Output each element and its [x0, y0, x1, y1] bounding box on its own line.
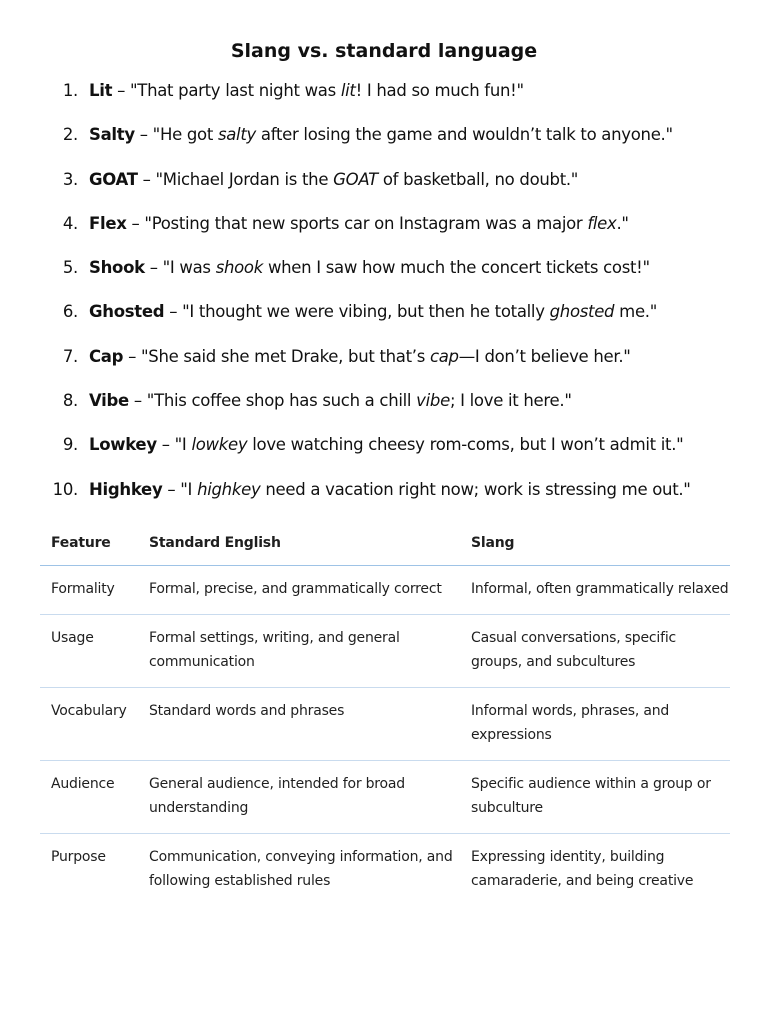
example-text: "I [180, 479, 198, 499]
item-separator: – [162, 479, 181, 499]
example-text: "This coffee shop has such a chill [146, 391, 417, 411]
item-separator: – [123, 346, 141, 366]
item-number: 10. [52, 479, 78, 499]
item-separator: – [156, 435, 175, 455]
list-item [0, 344, 768, 388]
example-emphasis: GOAT [333, 169, 378, 189]
example-text: "I thought we were vibing, but then he totally [182, 302, 550, 322]
table-row [40, 761, 730, 834]
header-standard-english: Standard English [138, 520, 460, 566]
example-text-end: of basketball, no doubt." [377, 169, 579, 189]
item-separator: – [112, 81, 131, 100]
example-emphasis: vibe [416, 391, 450, 411]
item-content [89, 255, 650, 281]
item-content [89, 388, 572, 414]
example-emphasis: salty [217, 125, 256, 145]
list-item [0, 167, 768, 211]
example-text-end: need a vacation right now; work is stressing me out." [260, 479, 691, 499]
example-text: "She said she met Drake, but that’s [141, 346, 430, 366]
slang-term: Ghosted [89, 302, 165, 322]
list-item [0, 299, 768, 343]
item-number: 3. [62, 169, 78, 189]
item-separator: – [134, 125, 153, 145]
cell-slang: Casual conversations, specific groups, and subcultures [460, 615, 730, 688]
list-item [0, 122, 768, 166]
slang-term: Flex [89, 213, 127, 233]
example-text-end: ." [616, 213, 629, 233]
cell-slang: Informal, often grammatically relaxed [460, 566, 730, 615]
list-item [0, 78, 768, 122]
example-text-end: after losing the game and wouldn’t talk to anyone." [255, 125, 673, 145]
list-item [0, 388, 768, 432]
item-number: 4. [62, 213, 78, 233]
item-content [89, 167, 578, 193]
item-number: 1. [62, 81, 78, 100]
example-text-end: —I don’t believe her." [458, 346, 631, 366]
item-content [89, 344, 631, 370]
example-text-end: ! I had so much fun!" [355, 81, 524, 100]
example-emphasis: shook [215, 258, 263, 278]
item-number: 9. [62, 435, 78, 455]
example-text: "I was [162, 258, 216, 278]
item-separator: – [128, 391, 147, 411]
list-item [0, 211, 768, 255]
example-text: "I [174, 435, 192, 455]
slang-term: GOAT [89, 169, 138, 189]
page-title: Slang vs. standard language [230, 40, 538, 62]
cell-standard: General audience, intended for broad understanding [138, 761, 460, 834]
slang-term: Lit [89, 81, 113, 100]
item-separator: – [164, 302, 183, 322]
example-emphasis: highkey [197, 479, 261, 499]
item-separator: – [126, 213, 145, 233]
list-item [0, 255, 768, 299]
cell-feature: Vocabulary [40, 688, 138, 761]
cell-standard: Standard words and phrases [138, 688, 460, 761]
cell-feature: Usage [40, 615, 138, 688]
example-text-end: ; I love it here." [449, 391, 572, 411]
example-emphasis: ghosted [549, 302, 615, 322]
list-item [0, 477, 768, 521]
example-emphasis: cap [429, 346, 459, 366]
example-text: "He got [152, 125, 218, 145]
item-content [89, 78, 524, 104]
item-number: 2. [62, 125, 78, 145]
slang-list [0, 78, 768, 521]
header-feature: Feature [40, 520, 138, 566]
item-content [89, 122, 673, 148]
header-slang: Slang [460, 520, 730, 566]
slang-term: Shook [89, 258, 145, 278]
cell-feature: Audience [40, 761, 138, 834]
comparison-table [40, 520, 730, 906]
list-item [0, 432, 768, 476]
cell-slang: Specific audience within a group or subculture [460, 761, 730, 834]
item-content [89, 299, 657, 325]
slang-term: Highkey [89, 479, 163, 499]
item-separator: – [137, 169, 156, 189]
slang-term: Vibe [89, 391, 129, 411]
cell-slang: Informal words, phrases, and expressions [460, 688, 730, 761]
cell-feature: Purpose [51, 849, 106, 865]
cell-standard: Communication, conveying information, and following established rules [149, 849, 453, 889]
slang-term: Cap [89, 346, 124, 366]
table-row [40, 566, 730, 615]
item-content [89, 477, 691, 503]
example-text-end: when I saw how much the concert tickets cost!" [263, 258, 650, 278]
example-text-end: me." [614, 302, 658, 322]
slang-term: Lowkey [89, 435, 157, 455]
example-emphasis: lit [340, 81, 356, 100]
table-row [40, 688, 730, 761]
table-row [40, 834, 730, 907]
table-header-row [40, 520, 730, 566]
example-text-end: love watching cheesy rom-coms, but I won’t admit it." [247, 435, 684, 455]
cell-standard: Formal settings, writing, and general communication [138, 615, 460, 688]
cell-slang: Expressing identity, building camaraderie, and being creative [471, 849, 694, 889]
example-text: "Posting that new sports car on Instagram was a major [144, 213, 588, 233]
example-emphasis: lowkey [191, 435, 248, 455]
example-emphasis: flex [587, 213, 617, 233]
cell-feature: Formality [40, 566, 138, 615]
item-separator: – [144, 258, 163, 278]
example-text: "That party last night was [130, 81, 341, 100]
item-number: 6. [62, 302, 78, 322]
cell-standard: Formal, precise, and grammatically correct [138, 566, 460, 615]
item-content [89, 432, 683, 458]
item-number: 8. [62, 391, 78, 411]
slang-term: Salty [89, 125, 135, 145]
example-text: "Michael Jordan is the [155, 169, 334, 189]
table-row [40, 615, 730, 688]
item-number: 5. [62, 258, 78, 278]
item-number: 7. [62, 346, 78, 366]
item-content [89, 211, 629, 237]
